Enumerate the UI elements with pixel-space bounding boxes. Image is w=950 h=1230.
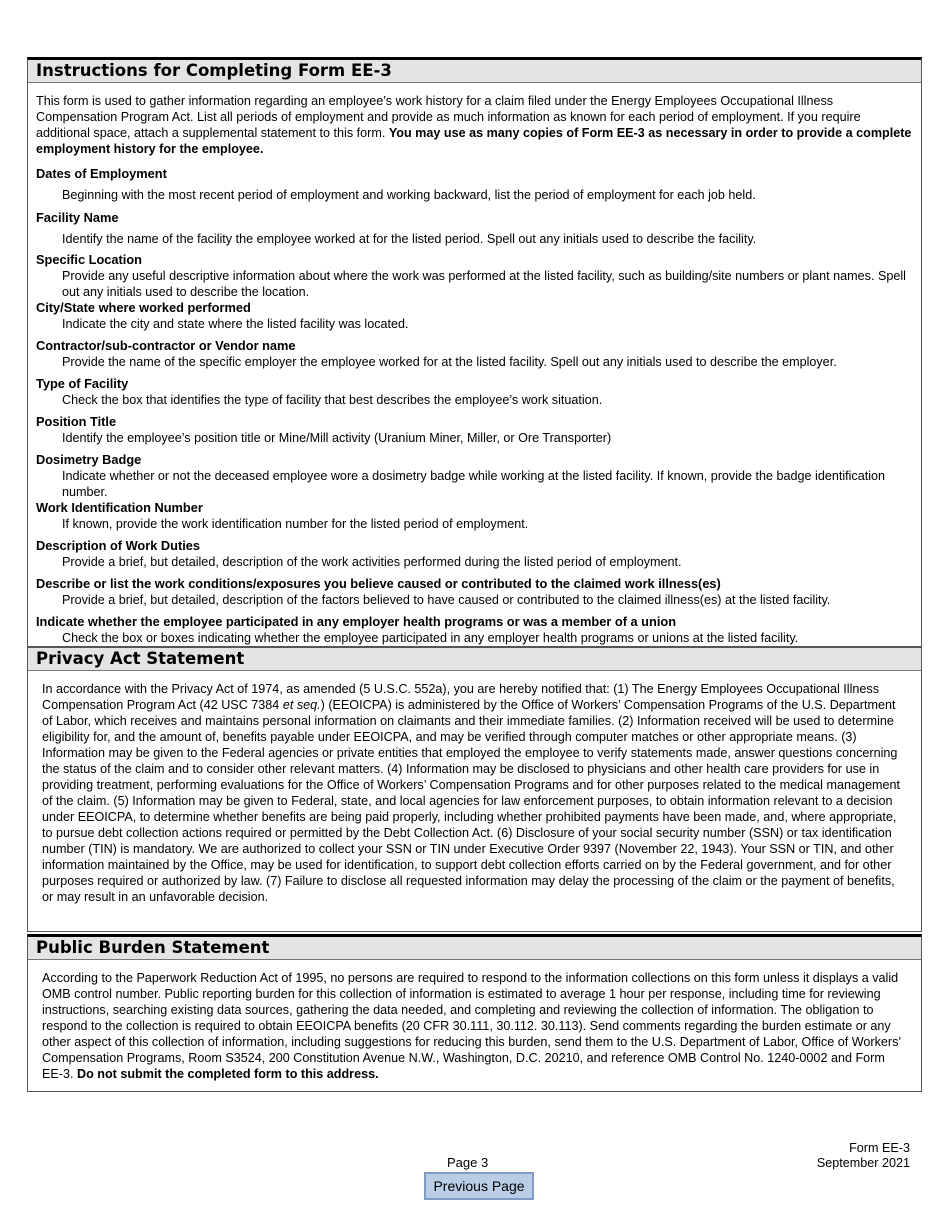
page-number: Page 3 bbox=[447, 1155, 489, 1170]
item-text: Provide a brief, but detailed, description of the factors believed to have caused or contributed to the claimed illness(es) at the listed facility. bbox=[62, 593, 831, 607]
item-title: Indicate whether the employee participated in any employer health programs or was a member of a union bbox=[36, 614, 677, 629]
privacy-text bbox=[28, 671, 921, 905]
privacy-heading: Privacy Act Statement bbox=[28, 648, 921, 671]
instruction-item-dates bbox=[28, 166, 921, 203]
intro-text: This form is used to gather information regarding an employee’s work history for a claim filed under the Energy Employees Occupational Illness Compensation Program Act. List all periods of employment and provide as much information as known for each period of employment. If you require additional space, attach a supplemental statement to this form. bbox=[36, 94, 861, 140]
instruction-item-city-state bbox=[28, 300, 921, 332]
item-text: Provide a brief, but detailed, description of the work activities performed during the listed period of employment. bbox=[62, 555, 682, 569]
instruction-item-type-of-facility bbox=[28, 376, 921, 408]
instructions-section bbox=[27, 57, 922, 647]
item-title: Description of Work Duties bbox=[36, 538, 201, 553]
item-text: Indicate the city and state where the listed facility was located. bbox=[62, 317, 409, 331]
burden-heading: Public Burden Statement bbox=[28, 937, 921, 960]
instruction-item-work-duties bbox=[28, 538, 921, 570]
item-text: If known, provide the work identification number for the listed period of employment. bbox=[62, 517, 529, 531]
instructions-intro bbox=[28, 83, 921, 157]
privacy-text-italic: et seq. bbox=[282, 698, 321, 712]
burden-text-main: According to the Paperwork Reduction Act of 1995, no persons are required to respond to the information collections on this form unless it displays a valid OMB control number. Public reporting burden for this collection of information is estimated to average 1 hour per response, including time for reviewing instructions, searching existing data sources, gathering the data needed, and completing and reviewing the collection of information. The obligation to respond to the collection is required to obtain EEOICPA benefits (20 CFR 30.111, 30.112. 30.113). Send comments regarding the burden estimate or any other aspect of this collection of information, including suggestions for reducing this burden, send them to the U.S. Department of Labor, Office of Workers’ Compensation Programs, Room S3524, 200 Constitution Avenue N.W., Washington, D.C. 20210, and reference OMB Control No. 1240-0002 and Form EE-3. bbox=[42, 971, 901, 1081]
item-title: Dates of Employment bbox=[36, 166, 167, 181]
instruction-item-contractor bbox=[28, 338, 921, 370]
item-title: Specific Location bbox=[36, 252, 142, 267]
instruction-item-health-programs bbox=[28, 614, 921, 646]
item-text: Provide the name of the specific employer the employee worked for at the listed facility. Spell out any initials used to describe the employer. bbox=[62, 355, 837, 369]
item-text: Identify the employee’s position title or Mine/Mill activity (Uranium Miner, Miller, or Ore Transporter) bbox=[62, 431, 612, 445]
privacy-text-part1: In accordance with the Privacy Act of 1974, as amended (5 U.S.C. 552a), you are hereby notified that: (1) The Energy Employees Occupational Illness Compensation Program Act (42 USC 7384 bbox=[42, 682, 880, 712]
item-text: Provide any useful descriptive information about where the work was performed at the listed facility, such as building/site numbers or plant names. Spell out any initials used to describe the location. bbox=[62, 269, 906, 299]
item-title: Type of Facility bbox=[36, 376, 129, 391]
item-text: Identify the name of the facility the employee worked at for the listed period. Spell out any initials used to describe the facility. bbox=[62, 232, 757, 246]
item-text: Indicate whether or not the deceased employee wore a dosimetry badge while working at the listed facility. If known, provide the badge identification number. bbox=[62, 469, 886, 499]
instruction-item-dosimetry-badge bbox=[28, 452, 921, 500]
previous-page-button[interactable]: Previous Page bbox=[424, 1172, 534, 1200]
item-title: Facility Name bbox=[36, 210, 119, 225]
form-name: Form EE-3 bbox=[849, 1141, 910, 1155]
form-date: September 2021 bbox=[816, 1156, 910, 1170]
item-title: City/State where worked performed bbox=[36, 300, 251, 315]
instruction-item-facility-name bbox=[28, 210, 921, 247]
item-text: Check the box that identifies the type of facility that best describes the employee’s work situation. bbox=[62, 393, 603, 407]
item-title: Describe or list the work conditions/exposures you believe caused or contributed to the claimed work illness(es) bbox=[36, 576, 721, 591]
item-text: Beginning with the most recent period of employment and working backward, list the period of employment for each job held. bbox=[62, 188, 756, 202]
item-title: Dosimetry Badge bbox=[36, 452, 142, 467]
item-text: Check the box or boxes indicating whether the employee participated in any employer health programs or unions at the listed facility. bbox=[62, 631, 799, 645]
burden-text bbox=[28, 960, 921, 1082]
burden-text-bold: Do not submit the completed form to this address. bbox=[77, 1067, 379, 1081]
instruction-item-work-conditions bbox=[28, 576, 921, 608]
instruction-item-position-title bbox=[28, 414, 921, 446]
instruction-item-specific-location bbox=[28, 252, 921, 300]
public-burden-section bbox=[27, 934, 922, 1092]
item-title: Position Title bbox=[36, 414, 117, 429]
item-title: Contractor/sub-contractor or Vendor name bbox=[36, 338, 296, 353]
intro-bold-text: You may use as many copies of Form EE-3 as necessary in order to provide a complete employment history for the employee. bbox=[36, 126, 912, 156]
privacy-act-section bbox=[27, 647, 922, 932]
privacy-text-part2: ) (EEOICPA) is administered by the Office of Workers’ Compensation Programs of the U.S. Department of Labor, which receives and maintains personal information on claimants and their immediate families. (2) Information received will be used to determine eligibility for, and the amount of, benefits payable under EEOICPA, and may be verified through computer matches or other appropriate means. (3) Information may be given to the Federal agencies or private entities that employed the employee to verify statements made, answer questions concerning the status of the claim and to consider other relevant matters. (4) Information may be disclosed to physicians and other health care providers for use in providing treatment, performing evaluations for the Office of Workers’ Compensation Programs and for other purposes related to the medical management of the claim. (5) Information may be given to Federal, state, and local agencies for law enforcement purposes, to obtain information relevant to a decision under EEOICPA, to determine whether benefits are being paid properly, including whether prohibited payments have been made, and, where appropriate, to pursue debt collection actions required or permitted by the Debt Collection Act. (6) Disclosure of your social security number (SSN) or tax identification number (TIN) is mandatory. We are authorized to collect your SSN or TIN under Executive Order 9397 (November 22, 1943). Your SSN or TIN, and other information maintained by the Office, may be used for identification, to support debt collection efforts carried on by the Federal government, and for other purposes required or authorized by law. (7) Failure to disclose all requested information may delay the processing of the claim or the payment of benefits, or may result in an unfavorable decision. bbox=[42, 698, 900, 904]
item-title: Work Identification Number bbox=[36, 500, 203, 515]
form-identifier bbox=[817, 1141, 910, 1171]
instructions-heading: Instructions for Completing Form EE-3 bbox=[28, 60, 921, 83]
instruction-item-work-id bbox=[28, 500, 921, 532]
